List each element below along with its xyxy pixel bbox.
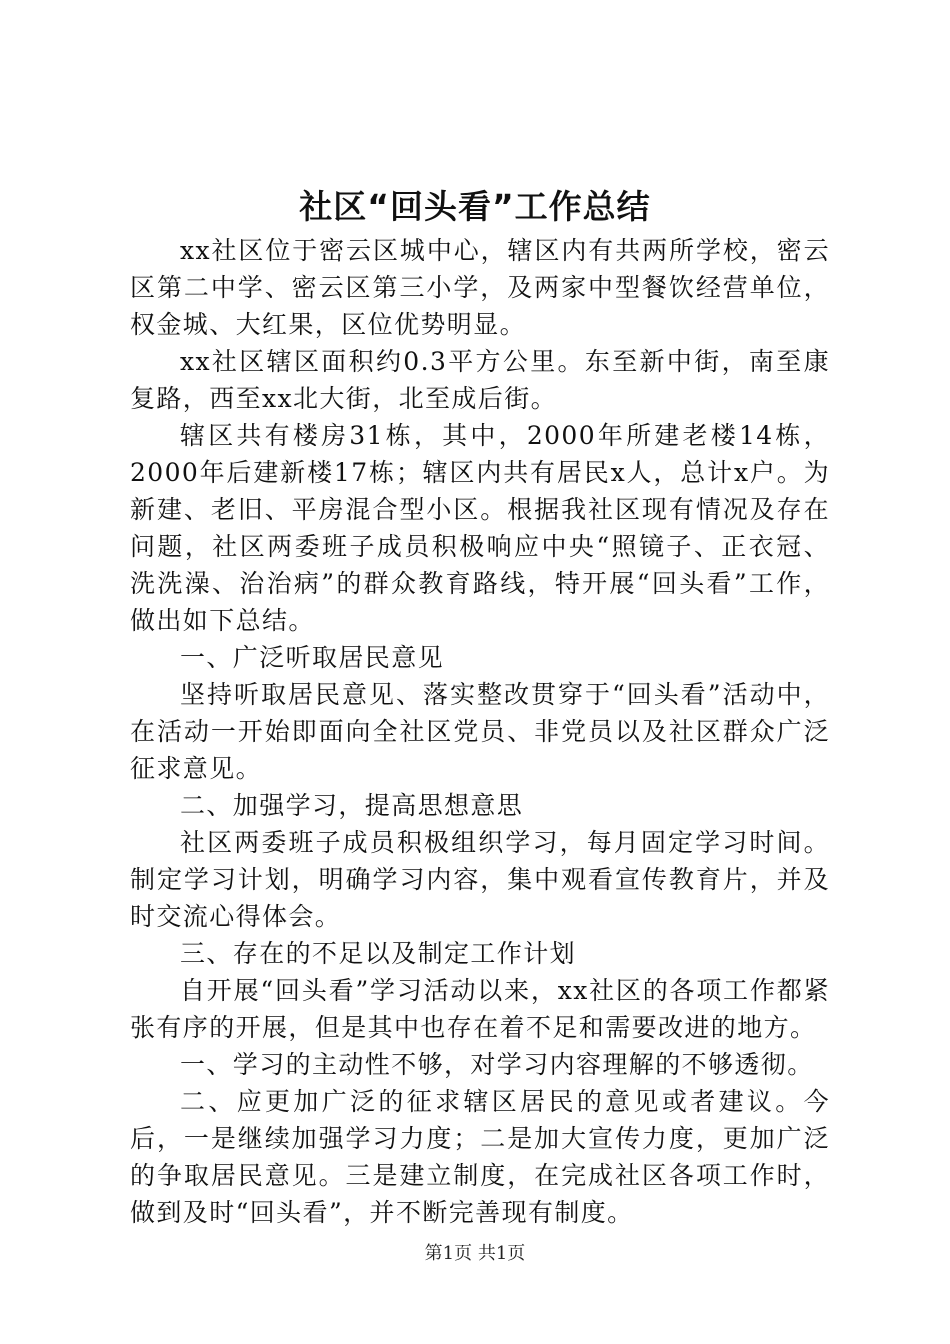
section-heading-1: 一、广泛听取居民意见 <box>180 643 445 672</box>
paragraph-shortcoming-2: 二、应更加广泛的征求辖区居民的意见或者建议。今后，一是继续加强学习力度；二是加大宣传力度，更加广泛的争取居民意见。三是建立制度，在完成社区各项工作时，做到及时“回头看”，并不断完善现有制度。 <box>130 1087 830 1227</box>
document-title: 社区“回头看”工作总结 <box>299 187 651 226</box>
paragraph-intro: xx社区位于密云区城中心，辖区内有共两所学校，密云区第二中学、密云区第三小学，及两家中型餐饮经营单位，权金城、大红果，区位优势明显。 <box>130 236 830 339</box>
page-number-footer: 第1页 共1页 <box>424 1243 526 1264</box>
paragraph-section-1: 坚持听取居民意见、落实整改贯穿于“回头看”活动中，在活动一开始即面向全社区党员、非党员以及社区群众广泛征求意见。 <box>130 680 830 783</box>
paragraph-section-3: 自开展“回头看”学习活动以来，xx社区的各项工作都紧张有序的开展，但是其中也存在着不足和需要改进的地方。 <box>130 976 830 1042</box>
section-heading-3: 三、存在的不足以及制定工作计划 <box>180 939 577 968</box>
paragraph-section-2: 社区两委班子成员积极组织学习，每月固定学习时间。制定学习计划，明确学习内容，集中观看宣传教育片，并及时交流心得体会。 <box>130 828 830 931</box>
paragraph-buildings: 辖区共有楼房31栋，其中，2000年所建老楼14栋，2000年后建新楼17栋；辖区内共有居民x人，总计x户。为新建、老旧、平房混合型小区。根据我社区现有情况及存在问题，社区两委班子成员积极响应中央“照镜子、正衣冠、洗洗澡、治治病”的群众教育路线，特开展“回头看”工作，做出如下总结。 <box>130 421 830 635</box>
document-body <box>130 232 830 1231</box>
paragraph-shortcoming-1: 一、学习的主动性不够，对学习内容理解的不够透彻。 <box>180 1050 814 1079</box>
paragraph-area: xx社区辖区面积约0.3平方公里。东至新中街，南至康复路，西至xx北大街，北至成后街。 <box>130 347 830 413</box>
section-heading-2: 二、加强学习，提高思想意思 <box>180 791 524 820</box>
